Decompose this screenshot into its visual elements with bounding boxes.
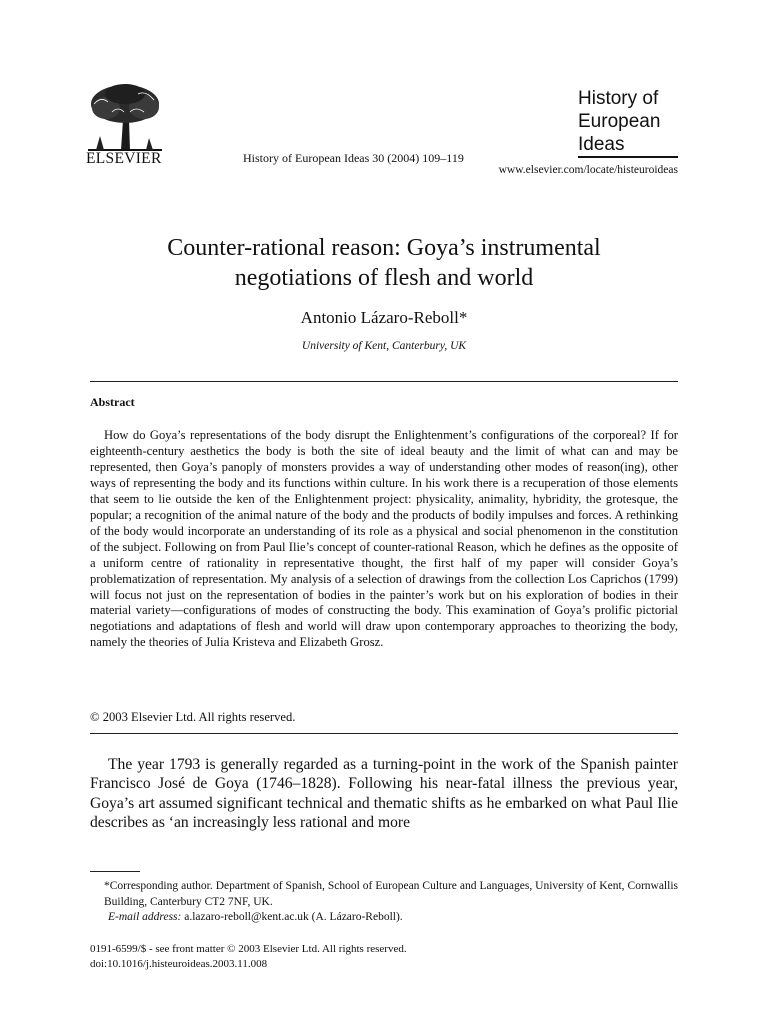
journal-citation: History of European Ideas 30 (2004) 109–119 [243, 151, 464, 165]
body-paragraph: The year 1793 is generally regarded as a turning-point in the work of the Spanish painter Francisco José de Goya (1746–1828). Following his near-fatal illness the previous year, Goya’s art assumed significant technical and thematic shifts as he embarked on what Paul Ilie describes as ‘an increasingly less rational and more [90, 756, 678, 832]
abstract-copyright: © 2003 Elsevier Ltd. All rights reserved. [90, 710, 296, 724]
elsevier-tree-icon [86, 82, 164, 152]
abstract-top-rule [90, 381, 678, 382]
corresponding-author-note: *Corresponding author. Department of Spanish, School of European Culture and Languages, University of Kent, Cornwallis Building, Canterbury CT2 7NF, UK. [104, 880, 678, 908]
article-title [90, 233, 678, 293]
abstract-heading: Abstract [90, 395, 135, 409]
footnote [90, 879, 678, 926]
publisher-name: ELSEVIER [86, 150, 162, 167]
journal-title-line: Ideas [578, 134, 625, 155]
footnote-rule [90, 871, 140, 872]
article-title-line: Counter-rational reason: Goya’s instrumental [167, 235, 601, 261]
email-label: E-mail address: [108, 911, 182, 923]
journal-title-rule [578, 156, 678, 158]
journal-title [578, 87, 678, 156]
abstract-bottom-rule [90, 733, 678, 734]
journal-title-line: European [578, 111, 661, 132]
author-name: Antonio Lázaro-Reboll* [300, 308, 468, 327]
journal-title-line: History of [578, 88, 659, 109]
email-line [90, 910, 678, 926]
email-address-link[interactable]: a.lazaro-reboll@kent.ac.uk (A. Lázaro-Reboll). [184, 911, 403, 923]
elsevier-logo [86, 82, 164, 167]
front-matter [90, 942, 407, 972]
issn-line: 0191-6599/$ - see front matter © 2003 Elsevier Ltd. All rights reserved. [90, 943, 407, 955]
journal-url-link[interactable]: www.elsevier.com/locate/histeuroideas [498, 164, 678, 176]
article-title-line: negotiations of flesh and world [234, 265, 534, 291]
doi-line[interactable]: doi:10.1016/j.histeuroideas.2003.11.008 [90, 958, 268, 970]
abstract-text: How do Goya’s representations of the body disrupt the Enlightenment’s configurations of the corporeal? If for eighteenth-century aesthetics the body is both the site of ideal beauty and the limit of what can and may be represented, then Goya’s panoply of monsters provides a way of understanding other modes of reason(ing), other ways of representing the body and its functions within culture. In his work there is a recuperation of those elements that seem to lie outside the ken of the Enlightenment project: physicality, animality, hybridity, the grotesque, the popular; a recognition of the animal nature of the body and the products of bodily impulses and forces. A rethinking of the body would incorporate an understanding of its role as a physical and social phenomenon in the constitution of the subject. Following on from Paul Ilie’s concept of counter-rational Reason, which he defines as the opposite of a uniform centre of rationality in representative thought, the first half of my paper will consider Goya’s problematization of representation. My analysis of a selection of drawings from the collection Los Caprichos (1799) will focus not just on the representation of bodies in the painter’s work but on his exploration of bodies in their material variety—configurations of modes of constructing the body. This examination of Goya’s prolific pictorial negotiations and adaptations of flesh and world will draw upon contemporary approaches to theorizing the body, namely the theories of Julia Kristeva and Elizabeth Grosz. [90, 428, 678, 650]
author-affiliation: University of Kent, Canterbury, UK [301, 340, 467, 352]
